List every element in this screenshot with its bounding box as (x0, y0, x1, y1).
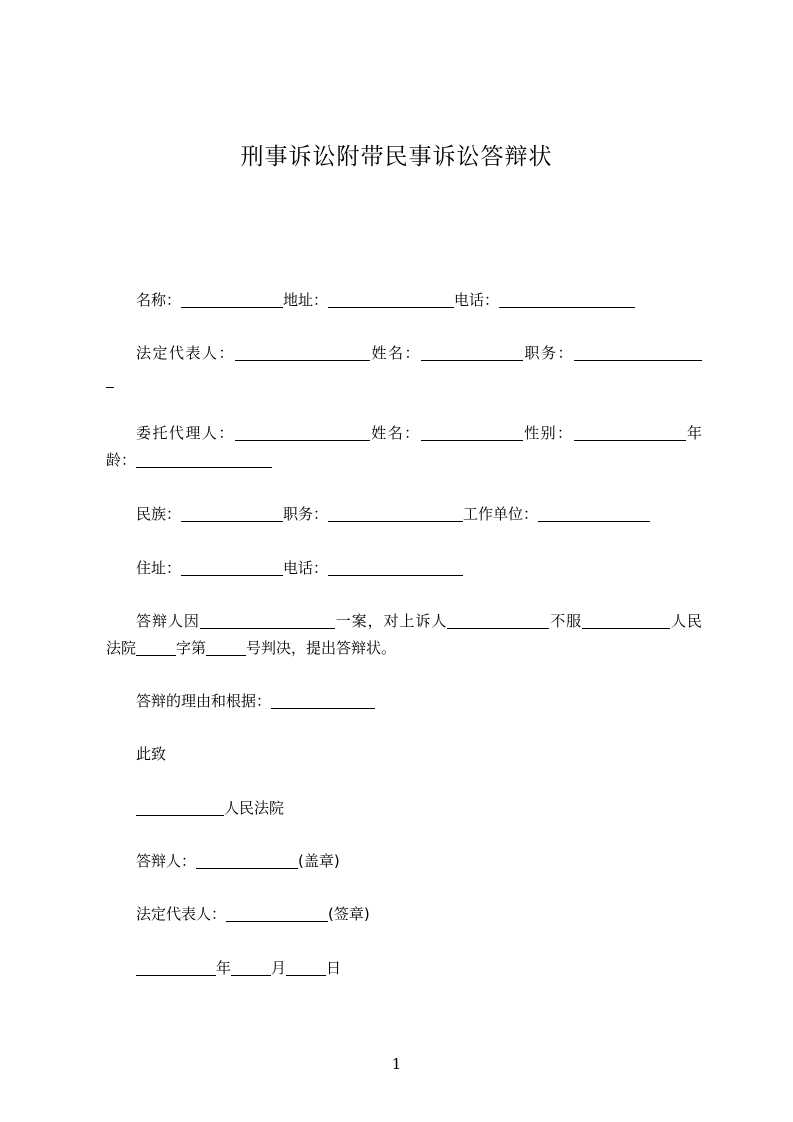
blank-respondent[interactable] (196, 853, 298, 869)
blank-gender[interactable] (574, 425, 686, 441)
blank-court-name[interactable] (582, 613, 670, 629)
label-age-a: 年 (685, 424, 702, 442)
blank-legal-rep[interactable] (235, 345, 370, 361)
blank-age[interactable] (136, 452, 272, 468)
label-agent-name: 姓名： (369, 424, 421, 442)
blank-ethnicity[interactable] (181, 506, 283, 522)
row-reason (136, 688, 702, 714)
label-workplace: 工作单位： (463, 505, 539, 523)
label-court: 法院 (106, 639, 137, 657)
label-respondent: 答辩人： (136, 852, 197, 870)
blank-number[interactable] (206, 640, 246, 656)
label-reason: 答辩的理由和根据： (136, 692, 272, 710)
label-position: 职务： (283, 505, 329, 523)
blank-res-phone[interactable] (328, 560, 463, 576)
label-salutation: 此致 (136, 745, 167, 763)
label-judgment: 号判决，提出答辩状。 (246, 639, 397, 657)
blank-rep-name[interactable] (421, 345, 523, 361)
blank-agent-name[interactable] (421, 425, 523, 441)
row-residence (136, 555, 702, 581)
label-word-no: 字第 (176, 639, 207, 657)
row-respondent-seal (136, 848, 702, 874)
blank-reason[interactable] (271, 693, 375, 709)
blank-legal-rep-sign[interactable] (226, 906, 328, 922)
blank-year[interactable] (136, 960, 216, 976)
document-title: 刑事诉讼附带民事诉讼答辩状 (240, 144, 553, 170)
blank-position[interactable] (328, 506, 463, 522)
label-residence: 住址： (136, 559, 182, 577)
label-gender: 性别： (522, 424, 574, 442)
label-sign: (签章) (328, 905, 370, 923)
label-people: 人民 (670, 612, 702, 630)
label-people-court: 人民法院 (224, 799, 285, 817)
blank-address[interactable] (328, 292, 454, 308)
row-name-address-phone (136, 287, 702, 313)
blank-court[interactable] (136, 800, 224, 816)
blank-residence[interactable] (181, 560, 283, 576)
label-seal: (盖章) (298, 852, 340, 870)
label-agent: 委托代理人： (136, 424, 235, 442)
blank-rep-position[interactable] (574, 345, 702, 361)
label-rep-position: 职务： (522, 344, 574, 362)
blank-appellant[interactable] (447, 613, 549, 629)
label-month: 月 (271, 959, 287, 977)
blank-agent[interactable] (235, 425, 370, 441)
row-ethnicity (136, 501, 702, 527)
row-legal-rep-sign (136, 901, 702, 927)
blank-phone[interactable] (499, 292, 635, 308)
label-name: 名称： (136, 291, 182, 309)
label-phone: 电话： (454, 291, 500, 309)
label-day: 日 (326, 959, 342, 977)
blank-name[interactable] (181, 292, 283, 308)
label-disagree: 不服 (549, 612, 583, 630)
label-respondent-because: 答辩人因 (136, 612, 200, 630)
row-agent (106, 420, 702, 474)
label-legal-rep-sign: 法定代表人： (136, 905, 227, 923)
label-address: 地址： (283, 291, 329, 309)
blank-workplace[interactable] (538, 506, 650, 522)
blank-rep-position-cont[interactable] (106, 372, 114, 388)
label-rep-name: 姓名： (369, 344, 421, 362)
row-salutation (136, 741, 702, 767)
row-date (136, 955, 702, 981)
row-legal-rep (106, 340, 702, 394)
blank-day[interactable] (286, 960, 326, 976)
label-legal-rep: 法定代表人： (136, 344, 235, 362)
label-res-phone: 电话： (283, 559, 329, 577)
blank-word[interactable] (136, 640, 176, 656)
blank-month[interactable] (231, 960, 271, 976)
row-court (136, 795, 702, 821)
blank-case[interactable] (200, 613, 335, 629)
row-respondent-case (106, 608, 702, 662)
label-case-appellant: 一案，对上诉人 (334, 612, 448, 630)
label-ethnicity: 民族： (136, 505, 182, 523)
label-year: 年 (216, 959, 232, 977)
page-number: 1 (391, 1055, 402, 1073)
label-age-b: 龄： (106, 451, 137, 469)
